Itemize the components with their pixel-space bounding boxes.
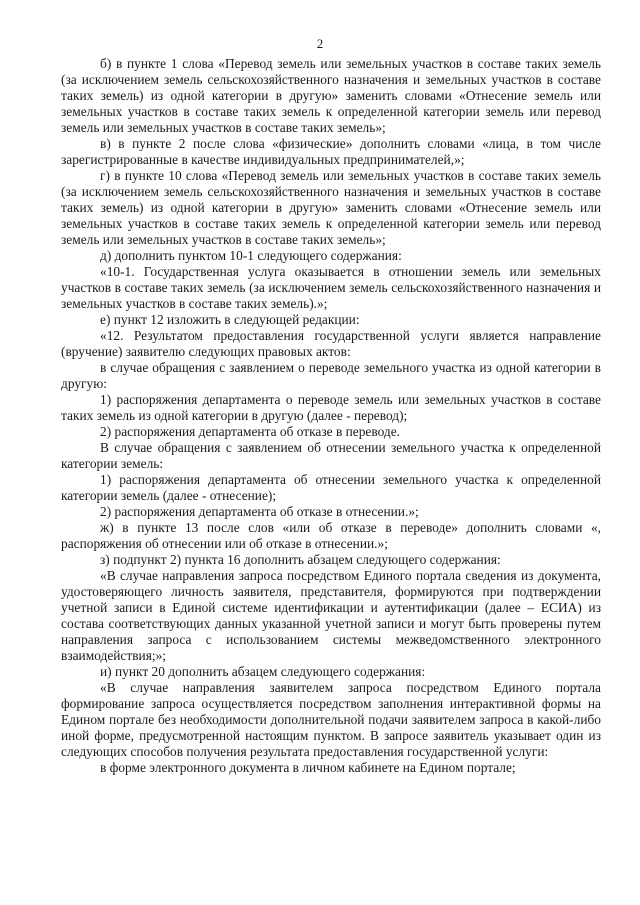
paragraph-12: «12. Результатом предоставления государственной услуги является направление (вручение) заявителю следующих правовых актов:: [61, 328, 601, 359]
paragraph-item-2-assignment: 2) распоряжения департамента об отказе в отнесении.»;: [100, 504, 419, 519]
paragraph-electronic-form: в форме электронного документа в личном кабинете на Едином портале;: [100, 760, 516, 775]
document-body: [61, 56, 601, 776]
paragraph-d: д) дополнить пунктом 10-1 следующего содержания:: [100, 248, 402, 263]
paragraph-item-1-transfer: 1) распоряжения департамента о переводе земель или земельных участков в составе таких земель из одной категории в другую (далее - перевод);: [61, 392, 601, 423]
paragraph-v: в) в пункте 2 после слова «физические» дополнить словами «лица, в том числе зарегистрированные в качестве индивидуальных предпринимателей,»;: [61, 136, 601, 167]
paragraph-b: б) в пункте 1 слова «Перевод земель или земельных участков в составе таких земель (за исключением земель сельскохозяйственного назначения и земельных участков в составе таких земель) из одной категории в другую» заменить словами «Отнесение земель или земельных участков в составе таких земель к определенной категории земель или перевод земель или земельных участков в составе таких земель»;: [61, 56, 601, 135]
paragraph-z: з) подпункт 2) пункта 16 дополнить абзацем следующего содержания:: [100, 552, 501, 567]
page-number: 2: [316, 36, 324, 51]
paragraph-g: г) в пункте 10 слова «Перевод земель или земельных участков в составе таких земель (за исключением земель сельскохозяйственного назначения и земельных участков в составе таких земель) из одной категории в другую» заменить словами «Отнесение земель или земельных участков в составе таких земель к определенной категории земель или перевод земель или земельных участков в составе таких земель»;: [61, 168, 601, 247]
paragraph-item-2-transfer: 2) распоряжения департамента об отказе в переводе.: [100, 424, 401, 439]
paragraph-portal-request: «В случае направления заявителем запроса посредством Единого портала формирование запроса осуществляется посредством заполнения интерактивной формы на Едином портале без необходимости дополнительной подачи заявителем запроса в какой-либо иной форме, предусмотренной настоящим пунктом. В запросе заявитель указывает один из следующих способов получения результата предоставления государственной услуги:: [61, 680, 601, 759]
paragraph-case-transfer: в случае обращения с заявлением о переводе земельного участка из одной категории в другую:: [61, 360, 601, 391]
paragraph-case-assignment: В случае обращения с заявлением об отнесении земельного участка к определенной категории земель:: [61, 440, 601, 471]
paragraph-10-1: «10-1. Государственная услуга оказывается в отношении земель или земельных участков в составе таких земель (за исключением земель сельскохозяйственного назначения и земельных участков в составе таких земель).»;: [61, 264, 601, 311]
paragraph-item-1-assignment: 1) распоряжения департамента об отнесении земельного участка к определенной категории земель (далее - отнесение);: [61, 472, 601, 503]
paragraph-e: е) пункт 12 изложить в следующей редакции:: [100, 312, 360, 327]
paragraph-zh: ж) в пункте 13 после слов «или об отказе в переводе» дополнить словами «, распоряжения об отнесении или об отказе в отнесении.»;: [61, 520, 601, 551]
paragraph-esia: «В случае направления запроса посредством Единого портала сведения из документа, удостоверяющего личность заявителя, представителя, формируются при подтверждении учетной записи в Единой системе идентификации и аутентификации (далее – ЕСИА) из состава соответствующих данных указанной учетной записи и могут быть проверены путем направления запроса с использованием системы межведомственного электронного взаимодействия;»;: [61, 568, 601, 663]
paragraph-i: и) пункт 20 дополнить абзацем следующего содержания:: [100, 664, 426, 679]
